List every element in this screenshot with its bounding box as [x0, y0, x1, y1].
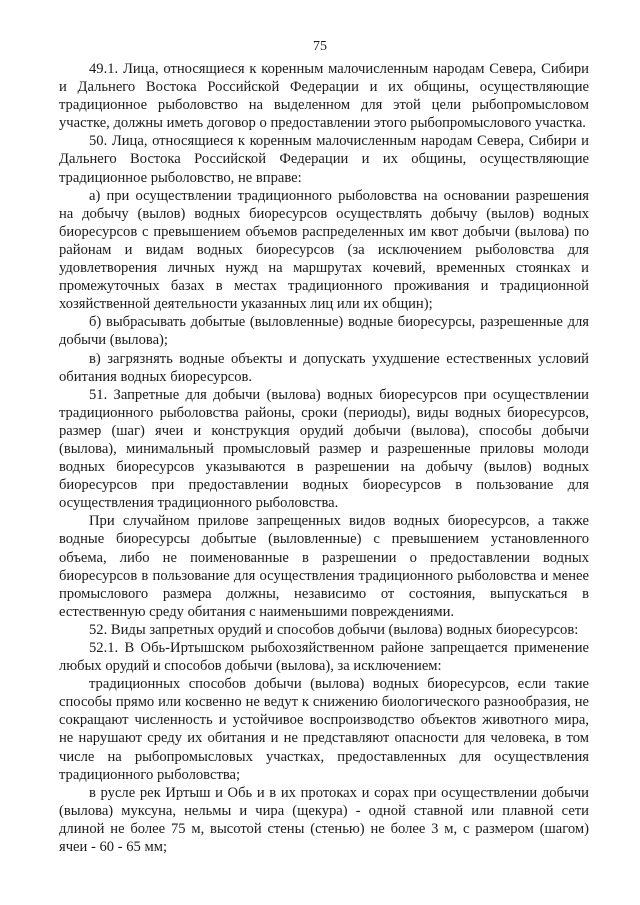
- paragraph-50-a: а) при осуществлении традиционного рыболовства на основании разрешения на добычу (вылов) водных биоресурсов осуществлять добычу (вылов) водных биоресурсов с превышением объемов распределенных им квот добычи (вылова) по районам и видам водных биоресурсов (за исключением рыболовства для удовлетворения личных нужд на маршрутах кочевий, временных стоянках и промежуточных базах в местах традиционного проживания и традиционной хозяйственной деятельности указанных лиц или их общин);: [59, 187, 589, 313]
- paragraph-50: 50. Лица, относящиеся к коренным малочисленным народам Севера, Сибири и Дальнего Востока Российской Федерации и их общины, осуществляющие традиционное рыболовство, не вправе:: [59, 133, 589, 186]
- paragraph-51-bycatch: При случайном прилове запрещенных видов водных биоресурсов, а также водные биоресурсы добытые (выловленные) с превышением установленного объема, либо не поименованные в разрешении о предоставлении водных биоресурсов в пользование для осуществления традиционного рыболовства и менее промыслового размера должны, независимо от состояния, выпускаться в естественную среду обитания с наименьшими повреждениями.: [59, 513, 589, 620]
- document-body: [59, 60, 589, 856]
- page-number: 75: [313, 39, 327, 54]
- paragraph-irtysh-ob: в русле рек Иртыш и Обь и в их протоках и сорах при осуществлении добычи (вылова) муксуна, нельмы и чира (щекура) - одной ставной или плавной сети длиной не более 75 м, высотой стены (стенью) не более 3 м, с размером (шагом) ячеи - 60 - 65 мм;: [59, 784, 589, 856]
- paragraph-51: 51. Запретные для добычи (вылова) водных биоресурсов при осуществлении традиционного рыболовства районы, сроки (периоды), виды водных биоресурсов, размер (шаг) ячеи и конструкция орудий добычи (вылова), способы добычи (вылова), минимальный промысловый размер и разрешенные приловы молоди водных биоресурсов указываются в разрешении на добычу (вылов) водных биоресурсов при предоставлении водных биоресурсов в пользование для осуществления традиционного рыболовства.: [59, 386, 589, 512]
- paragraph-52-1: 52.1. В Обь-Иртышском рыбохозяйственном районе запрещается применение любых орудий и способов добычи (вылова), за исключением:: [59, 640, 589, 675]
- paragraph-50-b: б) выбрасывать добытые (выловленные) водные биоресурсы, разрешенные для добычи (вылова);: [59, 314, 589, 349]
- paragraph-50-v: в) загрязнять водные объекты и допускать ухудшение естественных условий обитания водных биоресурсов.: [59, 350, 589, 385]
- paragraph-52: 52. Виды запретных орудий и способов добычи (вылова) водных биоресурсов:: [89, 621, 579, 638]
- paragraph-49-1: 49.1. Лица, относящиеся к коренным малочисленным народам Севера, Сибири и Дальнего Востока Российской Федерации и их общины, осуществляющие традиционное рыболовство на выделенном для этой цели рыбопромысловом участке, должны иметь договор о предоставлении этого рыбопромыслового участка.: [59, 61, 589, 132]
- paragraph-traditional-methods: традиционных способов добычи (вылова) водных биоресурсов, если такие способы прямо или косвенно не ведут к снижению биологического разнообразия, не сокращают численность и устойчивое воспроизводство объектов животного мира, не нарушают среду их обитания и не представляют опасности для человека, в том числе на рыбопромысловых участках, предоставленных для осуществления традиционного рыболовства;: [59, 676, 589, 783]
